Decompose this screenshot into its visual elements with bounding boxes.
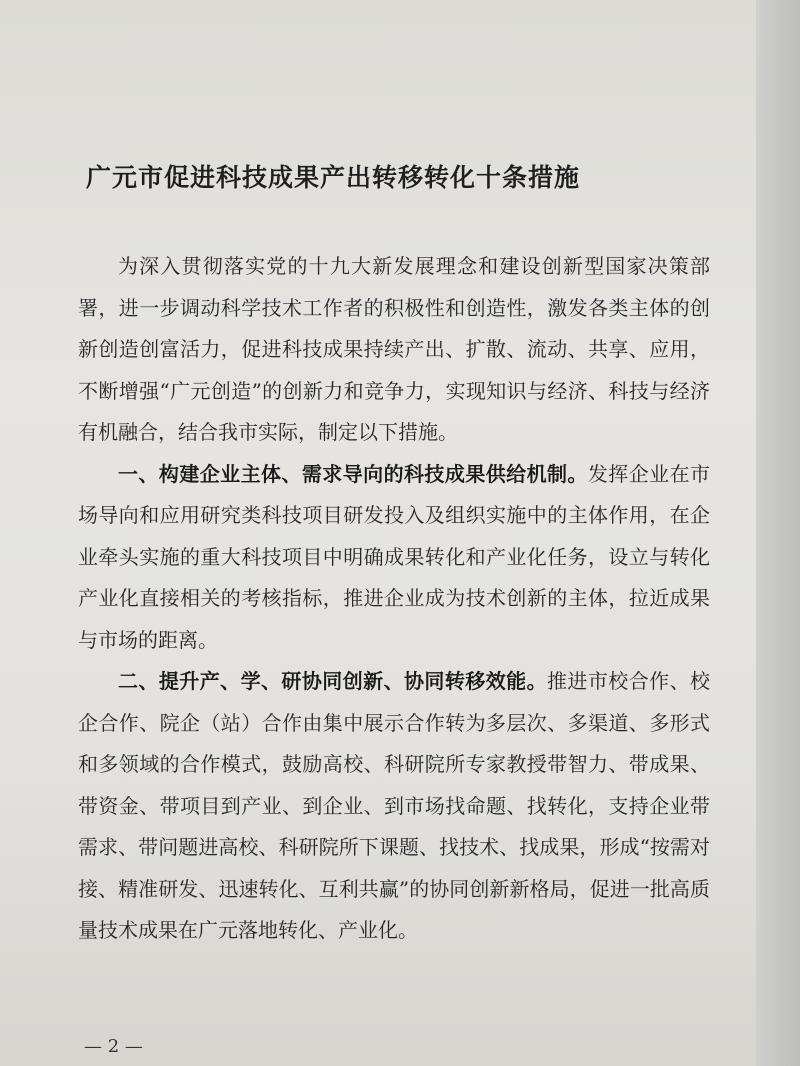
section-paragraph-2 — [78, 661, 710, 952]
document-body — [78, 246, 710, 952]
adjacent-page-edge — [756, 0, 800, 1066]
page-number: — 2 — — [84, 1036, 143, 1057]
section-heading-2: 二、提升产、学、研协同创新、协同转移效能。 — [118, 669, 547, 693]
section-text-2: 推进市校合作、校企合作、院企（站）合作由集中展示合作转为多层次、多渠道、多形式和多领域的合作模式，鼓励高校、科研院所专家教授带智力、带成果、带资金、带项目到产业、到企业、到市场找命题、找转化，支持企业带需求、带问题进高校、科研院所下课题、找技术、找成果，形成“按需对接、精准研发、迅速转化、互利共赢”的协同创新新格局，促进一批高质量技术成果在广元落地转化、产业化。 — [78, 669, 711, 942]
intro-paragraph: 为深入贯彻落实党的十九大新发展理念和建设创新型国家决策部署，进一步调动科学技术工作者的积极性和创造性，激发各类主体的创新创造创富活力，促进科技成果持续产出、扩散、流动、共享、应用，不断增强“广元创造”的创新力和竞争力，实现知识与经济、科技与经济有机融合，结合我市实际，制定以下措施。 — [78, 254, 710, 444]
section-text-1: 发挥企业在市场导向和应用研究类科技项目研发投入及组织实施中的主体作用，在企业牵头实施的重大科技项目中明确成果转化和产业化任务，设立与转化产业化直接相关的考核指标，推进企业成为技术创新的主体，拉近成果与市场的距离。 — [78, 461, 711, 652]
section-heading-1: 一、构建企业主体、需求导向的科技成果供给机制。 — [118, 461, 588, 486]
document-title: 广元市促进科技成果产出转移转化十条措施 — [86, 163, 581, 192]
section-paragraph-1 — [78, 454, 710, 662]
